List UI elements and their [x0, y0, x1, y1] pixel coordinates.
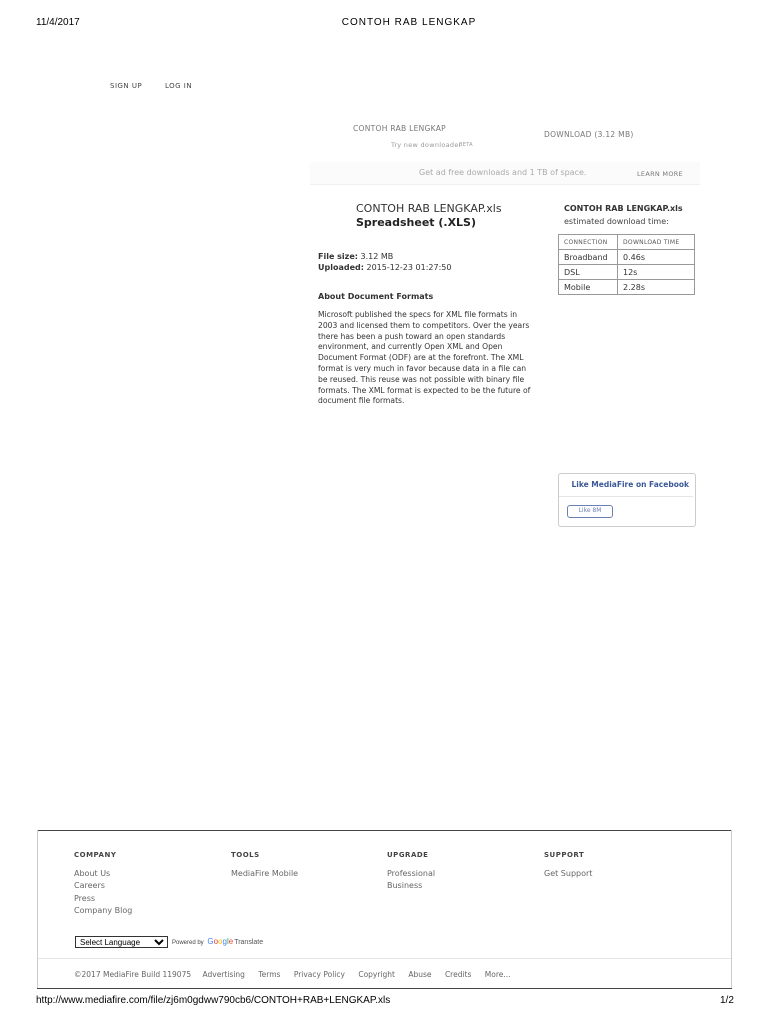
about-line: Document Format (ODF) are at the forefront. The XML: [318, 353, 524, 363]
about-heading: About Document Formats: [318, 292, 434, 301]
footer-divider: [38, 958, 731, 959]
footer-heading: TOOLS: [231, 851, 260, 859]
footer-link-careers[interactable]: Careers: [74, 881, 105, 891]
footer-bottom-bar: [74, 970, 511, 979]
column-header: DOWNLOAD TIME: [618, 235, 695, 250]
footer-tools-column: [231, 851, 298, 880]
footer-link-terms[interactable]: Terms: [258, 970, 281, 979]
learn-more-link[interactable]: LEARN MORE: [637, 170, 683, 178]
uploaded-value: 2015-12-23 01:27:50: [366, 263, 452, 272]
file-size-label: File size:: [318, 252, 358, 261]
connection-cell: Broadband: [559, 250, 618, 265]
table-row: [559, 265, 695, 280]
google-logo-letter: e: [228, 937, 234, 946]
download-time-title: CONTOH RAB LENGKAP.xls: [564, 204, 683, 213]
about-line: document file formats.: [318, 396, 405, 406]
footer-link-advertising[interactable]: Advertising: [202, 970, 245, 979]
footer-link-business[interactable]: Business: [387, 881, 423, 891]
table-row: [559, 280, 695, 295]
try-new-downloader-link[interactable]: Try new downloader: [391, 141, 462, 149]
download-file-title: CONTOH RAB LENGKAP: [353, 124, 447, 133]
about-line: environment, and currently Open XML and Open: [318, 342, 503, 352]
uploaded-row: [318, 263, 451, 272]
file-name: CONTOH RAB LENGKAP.xls: [356, 202, 502, 215]
google-logo-letter: o: [213, 937, 219, 946]
footer-company-column: [74, 851, 132, 917]
download-time-table: [558, 234, 695, 295]
promo-text: Get ad free downloads and 1 TB of space.: [419, 168, 587, 177]
about-text: [318, 310, 548, 407]
log-in-link[interactable]: LOG IN: [165, 82, 193, 90]
google-logo-letter: g: [222, 937, 227, 946]
google-logo: [207, 937, 233, 946]
footer-link-privacy-policy[interactable]: Privacy Policy: [293, 970, 345, 979]
table-row: [559, 250, 695, 265]
connection-cell: Mobile: [559, 280, 618, 295]
facebook-divider: [559, 496, 693, 497]
column-header: CONNECTION: [559, 235, 618, 250]
copyright-text: ©2017 MediaFire Build 119075: [74, 970, 192, 979]
time-cell: 2.28s: [618, 280, 695, 295]
footer-link-get-support[interactable]: Get Support: [544, 869, 593, 878]
footer-link-professional[interactable]: Professional: [387, 869, 436, 878]
about-line: 2003 and licensed them to competitors. Over the years: [318, 320, 530, 330]
beta-badge: BETA: [459, 142, 473, 148]
footer-link-about-us[interactable]: About Us: [74, 869, 111, 878]
file-type: Spreadsheet (.XLS): [356, 216, 477, 229]
footer-link-copyright[interactable]: Copyright: [358, 970, 395, 979]
connection-cell: DSL: [559, 265, 618, 280]
time-cell: 12s: [618, 265, 695, 280]
google-logo-letter: o: [218, 937, 223, 946]
facebook-like-button[interactable]: Like 8M: [567, 505, 613, 518]
footer-upgrade-column: [387, 851, 435, 893]
footer-link-mediafire-mobile[interactable]: MediaFire Mobile: [231, 869, 299, 878]
print-page-number: 1/2: [720, 995, 734, 1006]
footer-left-border: [37, 830, 38, 989]
about-line: there has been a push toward an open standards: [318, 331, 506, 341]
footer-link-press[interactable]: Press: [74, 893, 96, 903]
powered-by-text: Powered by: [172, 940, 204, 946]
time-cell: 0.46s: [618, 250, 695, 265]
footer-heading: UPGRADE: [387, 851, 429, 859]
footer-bottom-border: [37, 988, 732, 989]
footer-link-credits[interactable]: Credits: [444, 970, 472, 979]
footer-top-border: [37, 830, 732, 831]
download-button[interactable]: DOWNLOAD (3.12 MB): [544, 130, 634, 139]
footer-link-company-blog[interactable]: Company Blog: [74, 905, 133, 915]
file-size-row: [318, 252, 393, 261]
footer-heading: COMPANY: [74, 851, 117, 859]
print-url: http://www.mediafire.com/file/zj6m0gdww790cb6/CONTOH+RAB+LENGKAP.xls: [36, 995, 391, 1006]
language-select[interactable]: [75, 936, 168, 948]
facebook-title-text: Like MediaFire on Facebook: [571, 480, 689, 489]
table-header-row: [559, 235, 695, 250]
google-logo-letter: G: [207, 937, 214, 946]
google-logo-letter: l: [226, 937, 229, 946]
footer-link-abuse[interactable]: Abuse: [408, 970, 432, 979]
about-line: format is very much in favor because data in a file can: [318, 363, 527, 373]
facebook-title: [558, 480, 696, 489]
footer-support-column: [544, 851, 592, 880]
file-size-value: 3.12 MB: [360, 252, 394, 261]
uploaded-label: Uploaded:: [318, 263, 364, 272]
footer-link-more[interactable]: More...: [484, 970, 511, 979]
download-time-subtitle: estimated download time:: [564, 217, 669, 226]
footer-right-border: [731, 830, 732, 989]
print-date: 11/4/2017: [36, 17, 80, 28]
about-line: Microsoft published the specs for XML file formats in: [318, 310, 518, 319]
about-line: be reused. This reuse was not possible with binary file: [318, 374, 525, 384]
print-title: CONTOH RAB LENGKAP: [341, 17, 477, 28]
about-line: formats. The XML format is expected to be the future of: [318, 385, 531, 395]
footer-heading: SUPPORT: [544, 851, 585, 859]
google-translate-attribution: [172, 937, 263, 946]
translate-link[interactable]: Translate: [234, 939, 264, 946]
sign-up-link[interactable]: SIGN UP: [110, 82, 143, 90]
